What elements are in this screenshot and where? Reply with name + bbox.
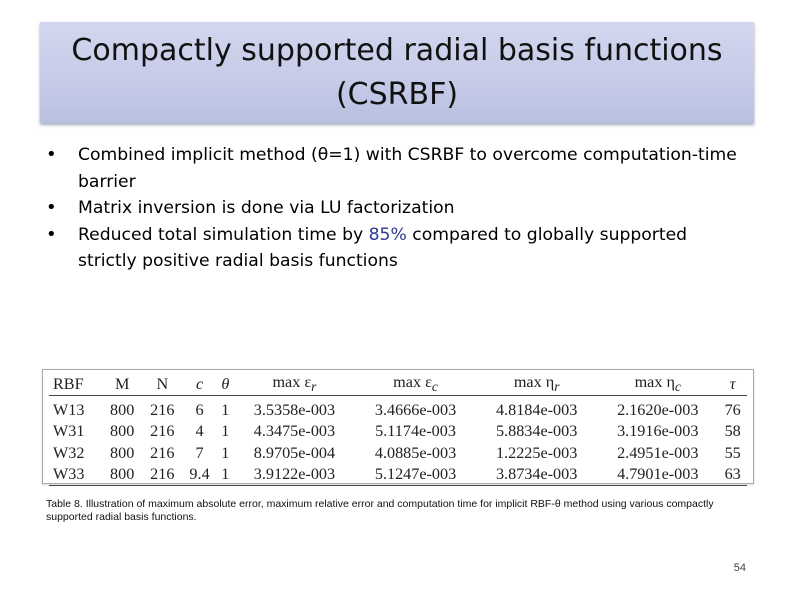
col-header-c: c [182,373,216,396]
table-cell: 800 [102,464,142,486]
table-cell: 3.8734e-003 [476,464,597,486]
col-header-tau: τ [718,373,747,396]
bullet-item-3 [40,222,740,275]
bullet-dot-icon: • [46,144,57,165]
bullet-text-3-end: compared to globally supported strictly positive radial basis functions [78,224,688,271]
col-header-theta: θ [217,373,234,396]
col-header-rbf: RBF [49,373,102,396]
table-cell: 1 [221,400,230,419]
bullet-highlight-85: 85% [368,224,407,245]
table-caption: Table 8. Illustration of maximum absolute error, maximum relative error and computation time for implicit RBF-θ method using various compactly supported radial basis functions. [46,498,714,523]
table-cell: 1 [221,422,230,441]
bullet-item-1 [40,142,740,195]
table-cell: 216 [142,464,182,486]
table-cell: 58 [724,422,741,441]
slide-title-line-1: Compactly supported radial basis functions [71,32,723,68]
table-cell: W31 [53,422,85,441]
table-cell: 2.1620e-003 [617,400,699,419]
table-cell: 3.9122e-003 [234,464,355,486]
table-cell: 800 [110,400,135,419]
table-cell: W32 [53,443,85,462]
table-cell: 1 [217,464,234,486]
table-cell: 3.4666e-003 [374,400,457,419]
table-cell: 76 [724,400,741,419]
table-cell: 9.4 [182,464,216,486]
col-header-m: M [102,373,142,396]
results-table-image [42,369,754,484]
table-header-row [49,373,747,396]
table-row [49,421,747,443]
table-cell: 800 [110,422,135,441]
table-cell: 216 [150,400,175,419]
table-cell: 5.1174e-003 [375,422,456,441]
results-table [49,373,747,486]
table-cell: 55 [724,443,741,462]
table-row [49,442,747,464]
bullet-text-3-start: Reduced total simulation time by [78,224,369,245]
table-row [49,464,747,486]
table-cell: 216 [150,422,175,441]
bullet-text-1: Combined implicit method (θ=1) with CSRBF to overcome computation-time barrier [78,145,737,192]
table-cell: 800 [110,443,135,462]
table-cell: 1 [221,443,230,462]
col-header-max-eps-r: $\max \varepsilon_r$ [234,373,355,396]
bullet-dot-icon: • [46,197,57,218]
table-cell: 6 [195,400,204,419]
table-row [49,396,747,421]
table-cell: 4.8184e-003 [495,400,578,419]
table-cell: 63 [718,464,747,486]
col-header-max-eta-r: $\max \eta_r$ [476,373,597,396]
table-cell: 8.9705e-004 [253,443,336,462]
col-header-max-eta-c: $\max \eta_c$ [597,373,718,396]
bullet-text-2: Matrix inversion is done via LU factorization [78,198,455,218]
slide-title-line-2: (CSRBF) [335,76,459,112]
table-cell: 1.2225e-003 [495,443,578,462]
table-cell: 5.1247e-003 [355,464,476,486]
table-cell: W13 [53,400,85,419]
table-cell: 7 [195,443,204,462]
table-cell: 3.5358e-003 [253,400,336,419]
table-cell: W33 [49,464,102,486]
col-header-max-eps-c: $\max \varepsilon_c$ [355,373,476,396]
table-cell: 216 [150,443,175,462]
slide-title-band [40,22,754,123]
table-cell: 4 [195,422,204,441]
table-cell: 4.0885e-003 [374,443,457,462]
table-cell: 2.4951e-003 [617,443,699,462]
page-number: 54 [733,562,746,574]
bullet-dot-icon: • [46,223,57,245]
col-header-n: N [142,373,182,396]
table-cell: 4.3475e-003 [253,422,336,441]
table-cell: 5.8834e-003 [495,422,578,441]
table-cell: 3.1916e-003 [617,422,699,441]
bullet-list [40,142,740,275]
bullet-item-2 [40,195,740,222]
table-cell: 4.7901e-003 [597,464,718,486]
